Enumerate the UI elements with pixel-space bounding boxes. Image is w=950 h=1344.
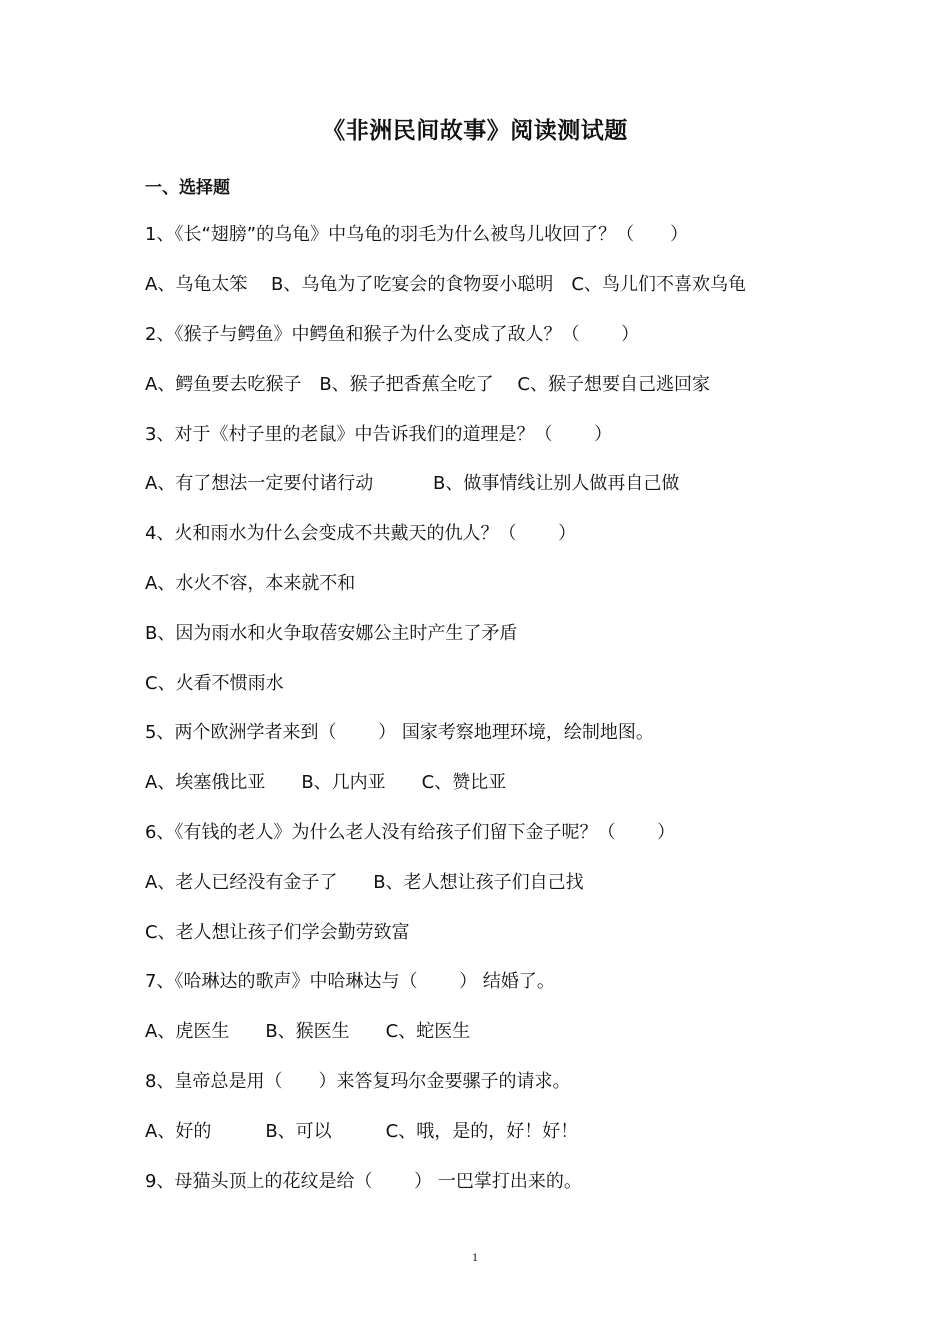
option-line: C、火看不惯雨水 xyxy=(145,673,284,694)
option-line: A、水火不容，本来就不和 xyxy=(145,573,356,594)
page-title: 《非洲民间故事》阅读测试题 xyxy=(322,118,628,144)
question-line: 3、对于《村子里的老鼠》中告诉我们的道理是？（ ） xyxy=(145,424,613,445)
option-line: A、老人已经没有金子了 B、老人想让孩子们自己找 xyxy=(145,872,584,893)
question-line: 2、《猴子与鳄鱼》中鳄鱼和猴子为什么变成了敌人？（ ） xyxy=(145,324,640,345)
option-line: A、埃塞俄比亚 B、几内亚 C、赞比亚 xyxy=(145,772,507,793)
question-line: 9、母猫头顶上的花纹是给（ ） 一巴掌打出来的。 xyxy=(145,1171,582,1192)
option-line: A、鳄鱼要去吃猴子 B、猴子把香蕉全吃了 C、猴子想要自己逃回家 xyxy=(145,374,710,395)
question-line: 5、两个欧洲学者来到（ ） 国家考察地理环境，绘制地图。 xyxy=(145,722,654,743)
section-heading: 一、选择题 xyxy=(145,178,230,198)
option-line: C、老人想让孩子们学会勤劳致富 xyxy=(145,922,410,943)
question-line: 4、火和雨水为什么会变成不共戴天的仇人？（ ） xyxy=(145,523,577,544)
option-line: A、虎医生 B、猴医生 C、蛇医生 xyxy=(145,1021,471,1042)
option-line: A、好的 B、可以 C、哦，是的，好！好！ xyxy=(145,1121,579,1142)
option-line: A、有了想法一定要付诸行动 B、做事情线让别人做再自己做 xyxy=(145,473,680,494)
question-line: 6、《有钱的老人》为什么老人没有给孩子们留下金子呢？（ ） xyxy=(145,822,676,843)
option-line: A、乌龟太笨 B、乌龟为了吃宴会的食物耍小聪明 C、鸟儿们不喜欢乌龟 xyxy=(145,274,746,295)
option-line: B、因为雨水和火争取蓓安娜公主时产生了矛盾 xyxy=(145,623,518,644)
question-line: 7、《哈琳达的歌声》中哈琳达与（ ） 结婚了。 xyxy=(145,971,555,992)
question-line: 8、皇帝总是用（ ）来答复玛尔金要骡子的请求。 xyxy=(145,1071,571,1092)
page-number: 1 xyxy=(472,1250,478,1264)
question-line: 1、《长“翅膀”的乌龟》中乌龟的羽毛为什么被鸟儿收回了？（ ） xyxy=(145,224,689,245)
